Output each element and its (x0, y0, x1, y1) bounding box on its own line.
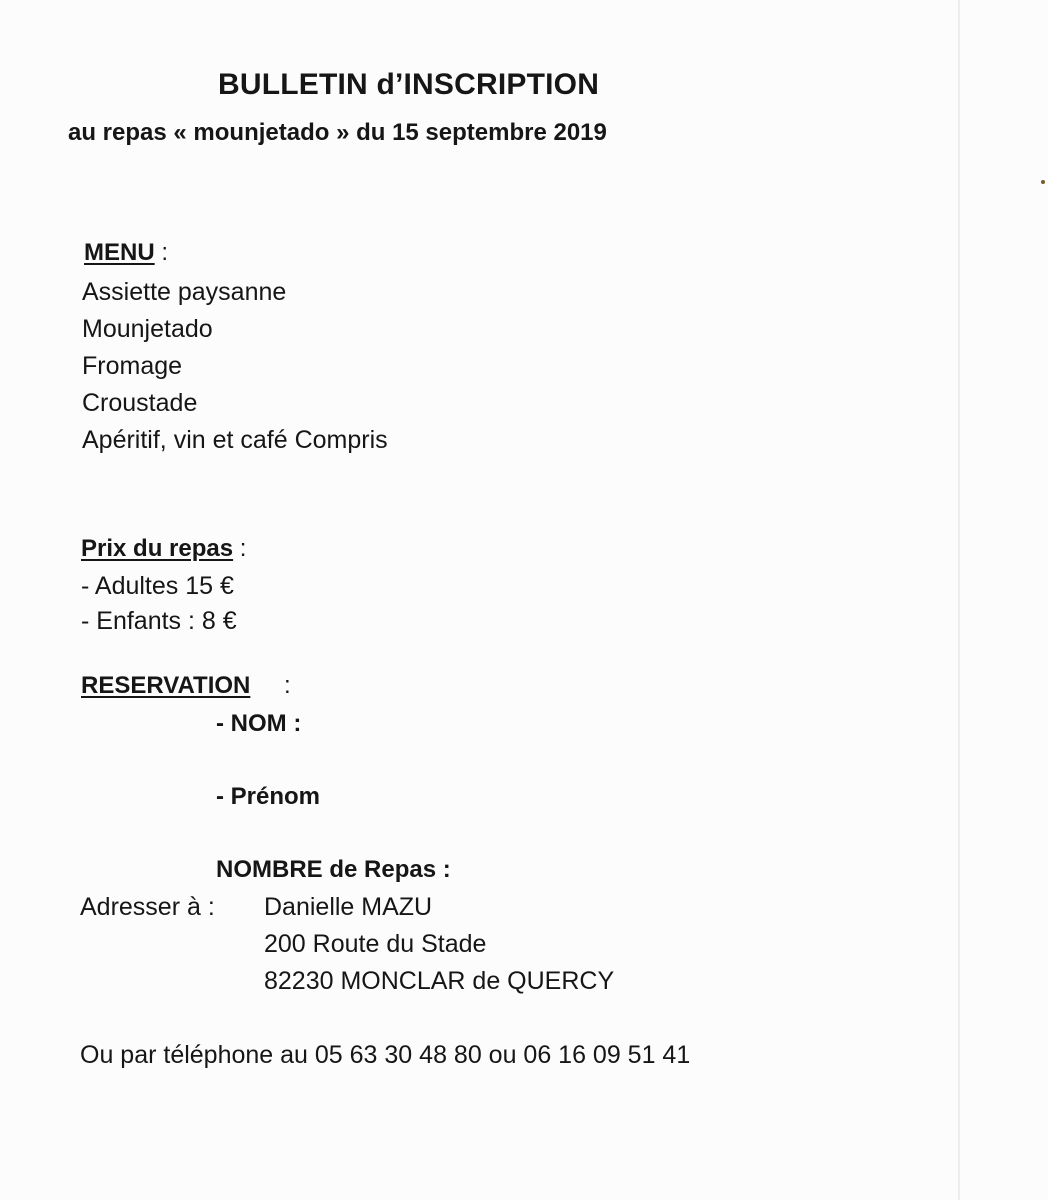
paper-speck (1041, 180, 1045, 184)
menu-heading-label: MENU (84, 239, 155, 266)
address-line-name: Danielle MAZU (264, 893, 433, 921)
price-heading-colon: : (233, 535, 247, 562)
reservation-nom-label: - NOM : (216, 710, 302, 737)
menu-item: Assiette paysanne (82, 278, 287, 306)
menu-heading (84, 241, 168, 265)
reservation-heading-label: RESERVATION (81, 672, 251, 699)
menu-item: Apéritif, vin et café Compris (82, 426, 388, 454)
paper-edge (958, 0, 960, 1200)
address-line-city: 82230 MONCLAR de QUERCY (264, 967, 615, 995)
document-title: BULLETIN d’INSCRIPTION (218, 68, 600, 101)
menu-heading-colon: : (154, 239, 169, 266)
price-item-children: - Enfants : 8 € (81, 607, 237, 635)
reservation-prenom-label: - Prénom (216, 783, 321, 810)
menu-item: Croustade (82, 389, 198, 417)
contact-phone: Ou par téléphone au 05 63 30 48 80 ou 06 16 09 51 41 (80, 1041, 691, 1069)
reservation-heading-colon: : (284, 672, 291, 699)
document-subtitle: au repas « mounjetado » du 15 septembre 2019 (68, 119, 607, 146)
price-heading-label: Prix du repas (81, 535, 234, 562)
reservation-nombre-label: NOMBRE de Repas : (216, 856, 451, 883)
address-label: Adresser à : (80, 893, 215, 921)
price-item-adults: - Adultes 15 € (81, 572, 234, 600)
price-heading (81, 537, 246, 561)
menu-item: Fromage (82, 352, 183, 380)
reservation-heading (81, 674, 250, 698)
address-line-street: 200 Route du Stade (264, 930, 487, 958)
menu-item: Mounjetado (82, 315, 213, 343)
